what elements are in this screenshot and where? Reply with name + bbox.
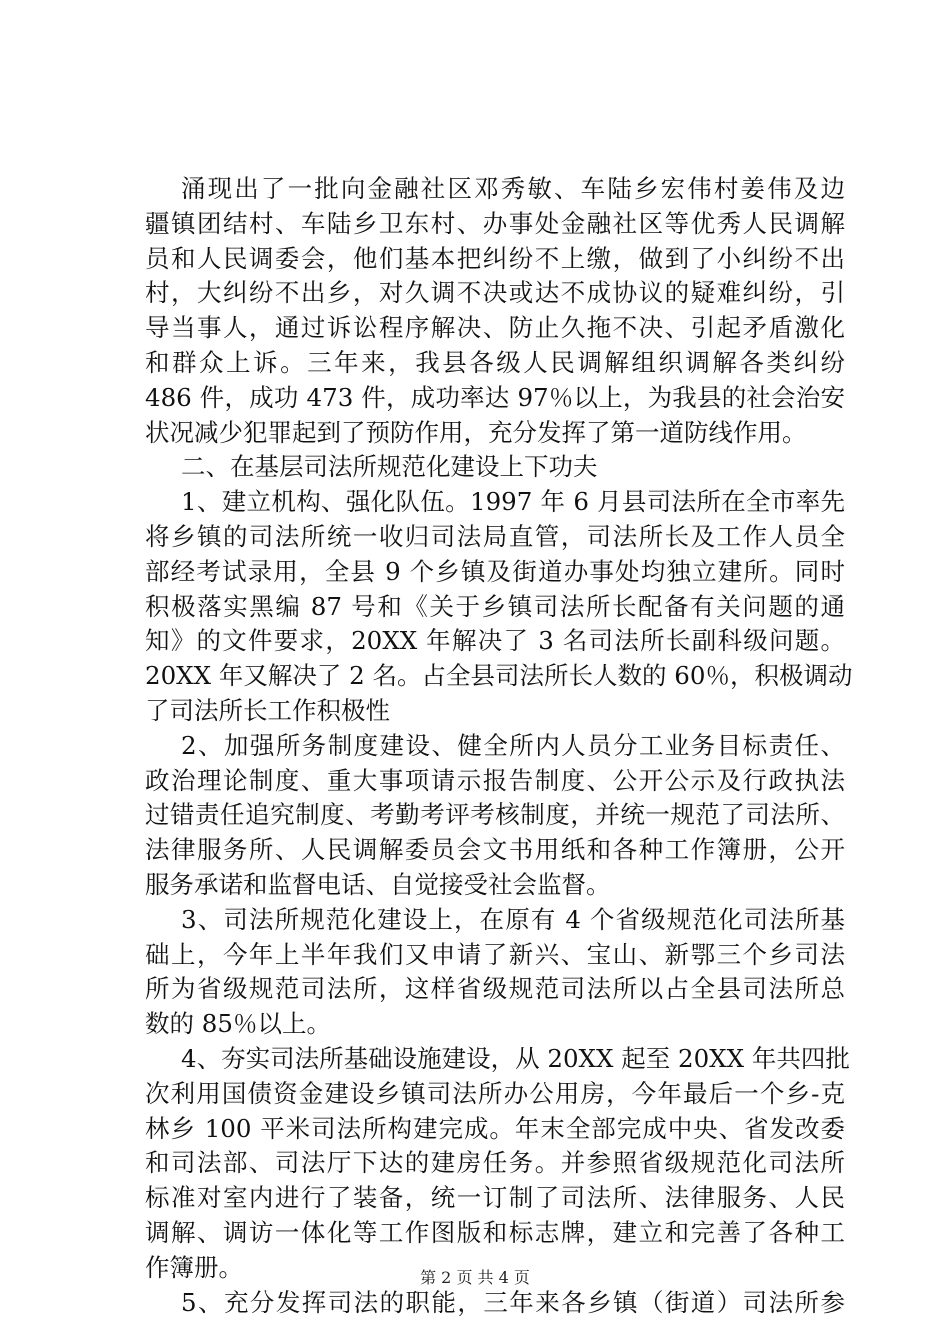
text-line: 积极落实黑编 87 号和《关于乡镇司法所长配备有关问题的通 <box>145 591 845 621</box>
text-line: 疆镇团结村、车陆乡卫东村、办事处金融社区等优秀人民调解 <box>145 208 845 238</box>
text-line: 服务承诺和监督电话、自觉接受社会监督。 <box>145 869 611 899</box>
text-line: 知》的文件要求，20XX 年解决了 3 名司法所长副科级问题。 <box>145 626 845 656</box>
text-line: 标准对室内进行了装备，统一订制了司法所、法律服务、人民 <box>145 1183 845 1213</box>
text-line: 员和人民调委会，他们基本把纠纷不上缴，做到了小纠纷不出 <box>145 243 845 273</box>
text-line: 调解、调访一体化等工作图版和标志牌，建立和完善了各种工 <box>145 1217 845 1247</box>
text-line: 数的 85％以上。 <box>145 1009 331 1039</box>
text-line: 二、在基层司法所规范化建设上下功夫 <box>181 452 598 482</box>
page-footer: 第 2 页 共 4 页 <box>420 1268 530 1287</box>
text-line: 村，大纠纷不出乡，对久调不决或达不成协议的疑难纠纷，引 <box>145 278 845 308</box>
text-line: 过错责任追究制度、考勤考评考核制度，并统一规范了司法所、 <box>145 800 845 830</box>
text-line: 状况减少犯罪起到了预防作用，充分发挥了第一道防线作用。 <box>145 417 807 447</box>
text-line: 2、加强所务制度建设、健全所内人员分工业务目标责任、 <box>181 730 845 760</box>
text-line: 1、建立机构、强化队伍。1997 年 6 月县司法所在全市率先 <box>181 487 845 517</box>
text-line: 4、夯实司法所基础设施建设，从 20XX 起至 20XX 年共四批 <box>181 1043 850 1073</box>
text-line: 所为省级规范司法所，这样省级规范司法所以占全县司法所总 <box>145 974 845 1004</box>
text-line: 将乡镇的司法所统一收归司法局直管，司法所长及工作人员全 <box>145 521 845 551</box>
text-line: 导当事人，通过诉讼程序解决、防止久拖不决、引起矛盾激化 <box>145 313 845 343</box>
text-line: 法律服务所、人民调解委员会文书用纸和各种工作簿册，公开 <box>145 835 845 865</box>
text-line: 5、充分发挥司法的职能，三年来各乡镇（街道）司法所参 <box>181 1287 845 1317</box>
text-line: 486 件，成功 473 件，成功率达 97％以上，为我县的社会治安 <box>145 382 845 412</box>
text-line: 涌现出了一批向金融社区邓秀敏、车陆乡宏伟村姜伟及边 <box>181 174 845 203</box>
text-line: 作簿册。 <box>145 1252 243 1282</box>
text-line: 部经考试录用，全县 9 个乡镇及街道办事处均独立建所。同时 <box>145 556 845 586</box>
text-line: 政治理论制度、重大事项请示报告制度、公开公示及行政执法 <box>145 765 845 795</box>
text-line: 林乡 100 平米司法所构建完成。年末全部完成中央、省发改委 <box>145 1113 845 1143</box>
text-line: 20XX 年又解决了 2 名。占全县司法所长人数的 60％，积极调动 <box>145 661 853 691</box>
text-line: 了司法所长工作积极性 <box>145 695 390 725</box>
text-line: 和司法部、司法厅下达的建房任务。并参照省级规范化司法所 <box>145 1148 845 1178</box>
text-line: 础上，今年上半年我们又申请了新兴、宝山、新鄂三个乡司法 <box>145 939 845 969</box>
text-line: 和群众上诉。三年来，我县各级人民调解组织调解各类纠纷 <box>145 347 845 377</box>
document-body <box>145 172 853 1320</box>
text-line: 3、司法所规范化建设上，在原有 4 个省级规范化司法所基 <box>181 904 845 934</box>
text-line: 次利用国债资金建设乡镇司法所办公用房，今年最后一个乡-克 <box>145 1078 845 1108</box>
